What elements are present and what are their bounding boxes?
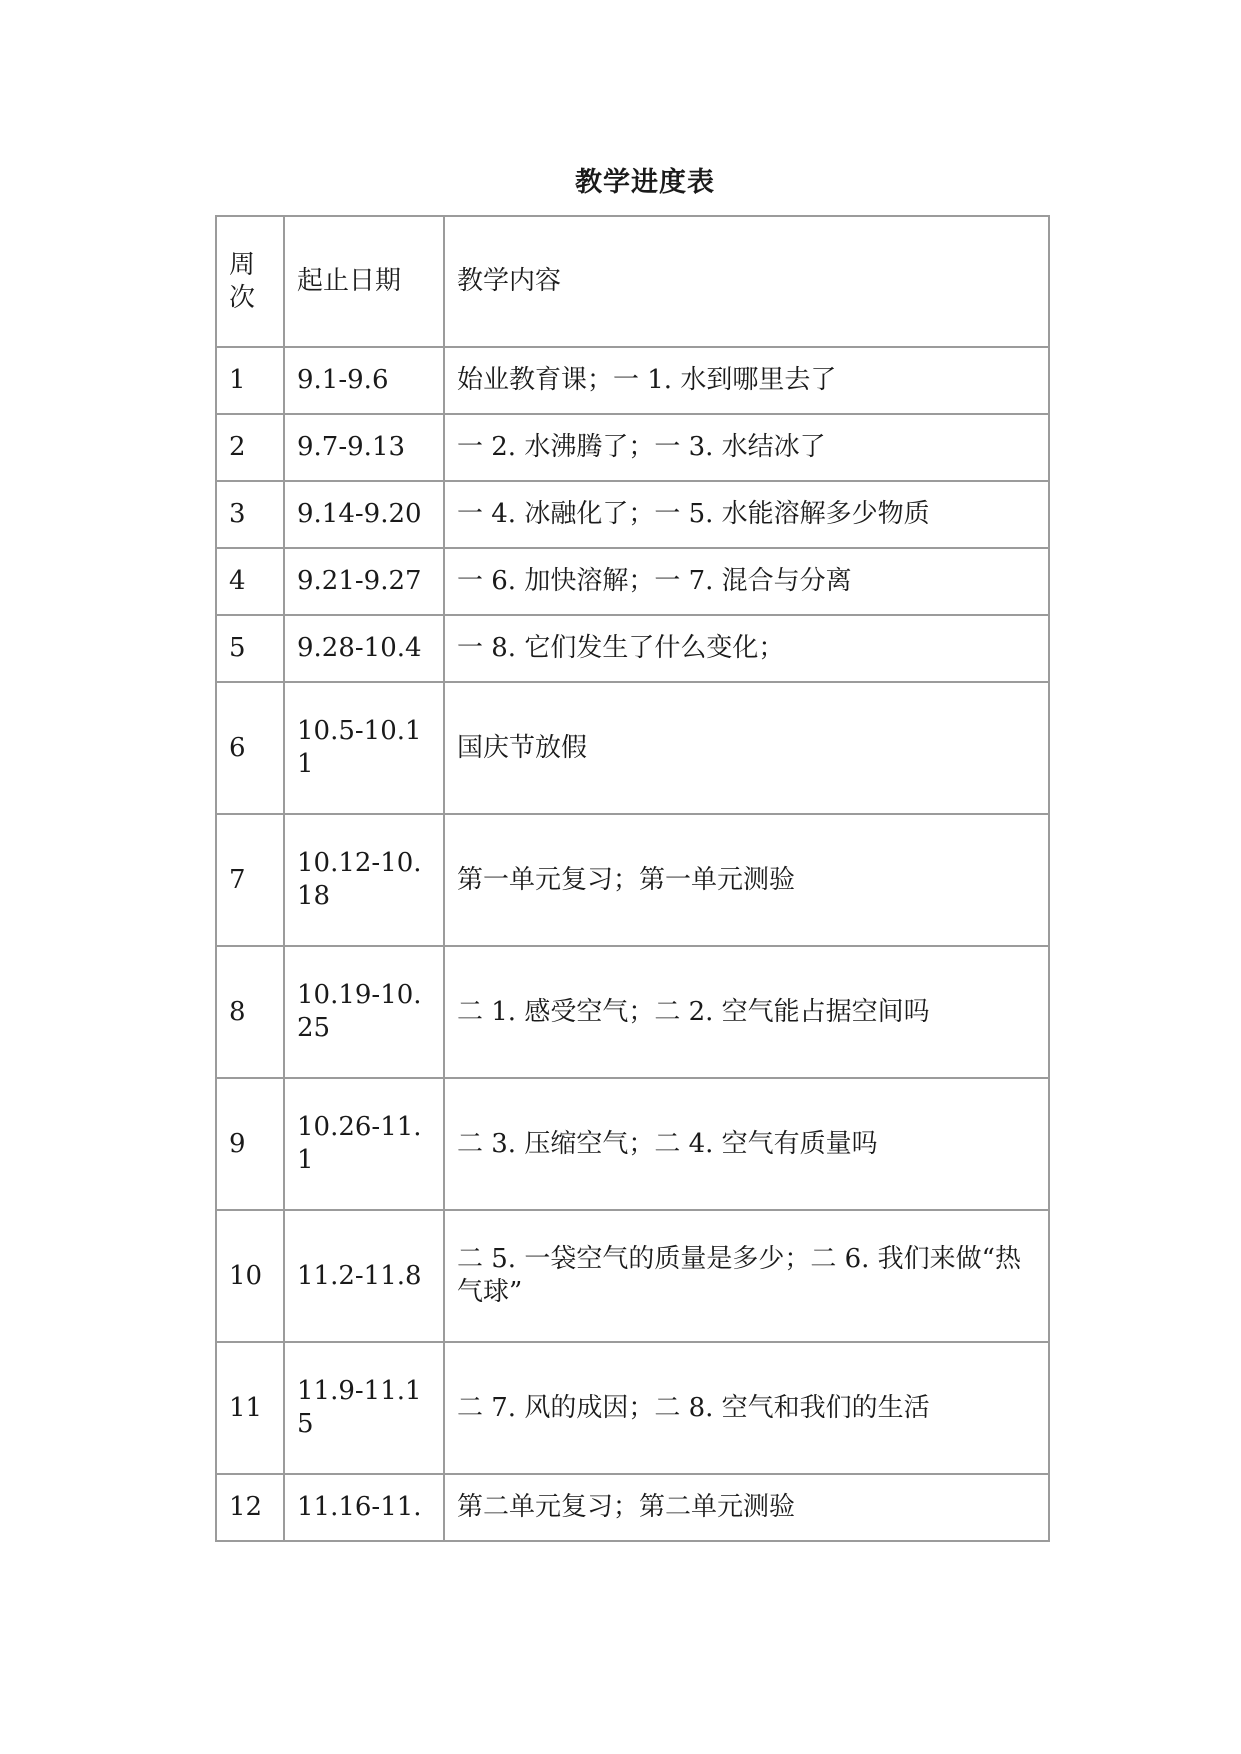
table-row (216, 347, 1049, 414)
header-content: 教学内容 (444, 216, 1049, 347)
dates-cell: 9.7-9.13 (284, 414, 444, 481)
table-row (216, 1210, 1049, 1342)
table-row (216, 946, 1049, 1078)
content-cell: 二 1. 感受空气；二 2. 空气能占据空间吗 (444, 946, 1049, 1078)
dates-cell: 10.12-10.18 (284, 814, 444, 946)
dates-cell: 11.9-11.15 (284, 1342, 444, 1474)
dates-cell: 9.14-9.20 (284, 481, 444, 548)
week-cell: 5 (216, 615, 284, 682)
table-row (216, 1474, 1049, 1541)
header-dates: 起止日期 (284, 216, 444, 347)
dates-cell: 10.19-10.25 (284, 946, 444, 1078)
week-cell: 6 (216, 682, 284, 814)
content-cell: 一 4. 冰融化了；一 5. 水能溶解多少物质 (444, 481, 1049, 548)
dates-cell: 10.26-11.1 (284, 1078, 444, 1210)
content-cell: 一 6. 加快溶解；一 7. 混合与分离 (444, 548, 1049, 615)
header-week: 周次 (216, 216, 284, 347)
content-cell: 第一单元复习；第一单元测验 (444, 814, 1049, 946)
week-cell: 1 (216, 347, 284, 414)
week-cell: 8 (216, 946, 284, 1078)
table-row (216, 682, 1049, 814)
dates-cell: 9.1-9.6 (284, 347, 444, 414)
dates-cell: 11.2-11.8 (284, 1210, 444, 1342)
table-row (216, 481, 1049, 548)
week-cell: 11 (216, 1342, 284, 1474)
week-cell: 9 (216, 1078, 284, 1210)
dates-cell: 9.21-9.27 (284, 548, 444, 615)
content-cell: 第二单元复习；第二单元测验 (444, 1474, 1049, 1541)
table-row (216, 1078, 1049, 1210)
content-cell: 二 7. 风的成因；二 8. 空气和我们的生活 (444, 1342, 1049, 1474)
table-row (216, 548, 1049, 615)
content-cell: 二 5. 一袋空气的质量是多少；二 6. 我们来做“热气球” (444, 1210, 1049, 1342)
week-cell: 3 (216, 481, 284, 548)
table-row (216, 1342, 1049, 1474)
week-cell: 2 (216, 414, 284, 481)
page-title: 教学进度表 (575, 167, 715, 198)
content-cell: 一 8. 它们发生了什么变化； (444, 615, 1049, 682)
content-cell: 国庆节放假 (444, 682, 1049, 814)
week-cell: 10 (216, 1210, 284, 1342)
week-cell: 4 (216, 548, 284, 615)
table-row (216, 814, 1049, 946)
table-header-row (216, 216, 1049, 347)
schedule-table (215, 215, 1050, 1542)
dates-cell: 10.5-10.11 (284, 682, 444, 814)
week-cell: 12 (216, 1474, 284, 1541)
table-row (216, 414, 1049, 481)
table-row (216, 615, 1049, 682)
dates-cell: 11.16-11. (284, 1474, 444, 1541)
dates-cell: 9.28-10.4 (284, 615, 444, 682)
content-cell: 一 2. 水沸腾了；一 3. 水结冰了 (444, 414, 1049, 481)
content-cell: 二 3. 压缩空气；二 4. 空气有质量吗 (444, 1078, 1049, 1210)
week-cell: 7 (216, 814, 284, 946)
content-cell: 始业教育课；一 1. 水到哪里去了 (444, 347, 1049, 414)
